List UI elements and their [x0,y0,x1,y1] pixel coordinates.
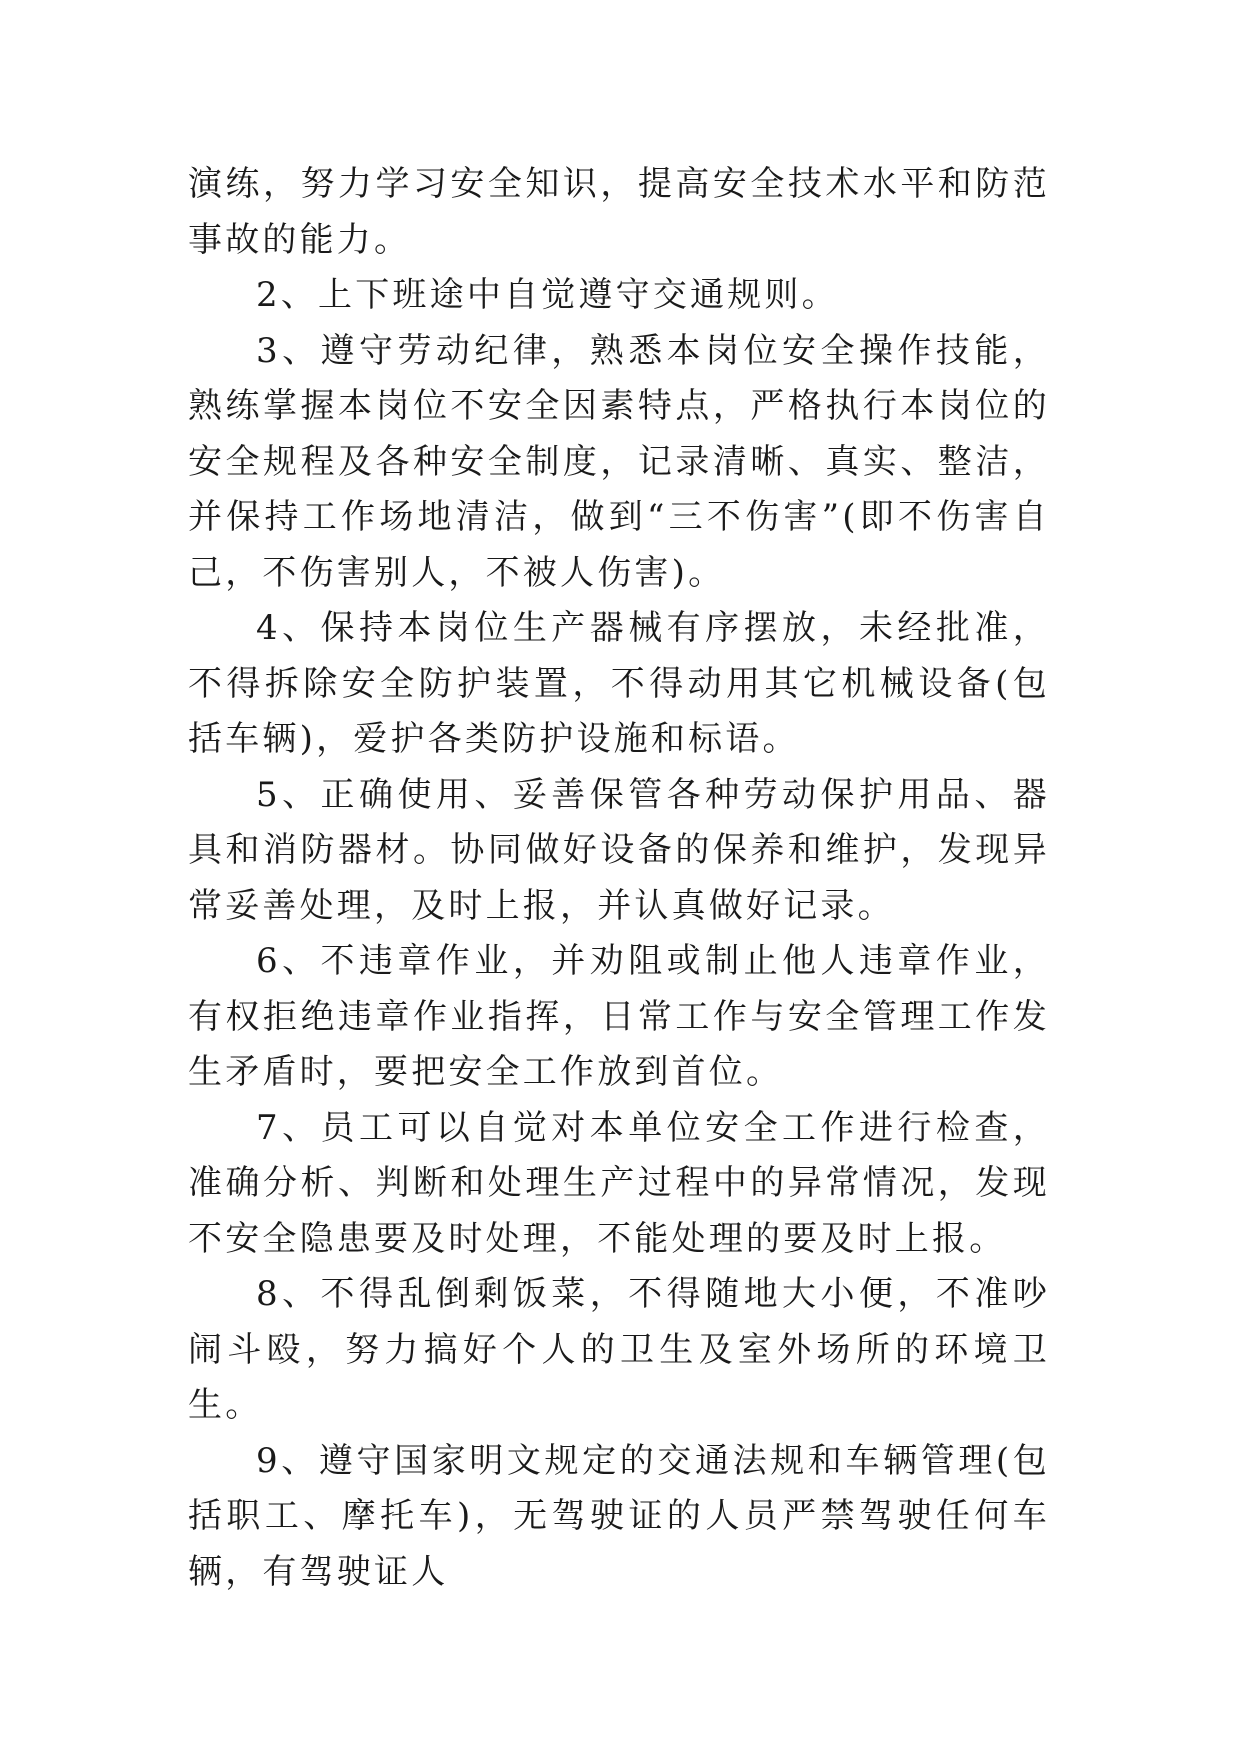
paragraph-item-5: 5、正确使用、妥善保管各种劳动保护用品、器具和消防器材。协同做好设备的保养和维护，发现异常妥善处理，及时上报，并认真做好记录。 [188,774,1050,926]
paragraph-item-4: 4、保持本岗位生产器械有序摆放，未经批准，不得拆除安全防护装置，不得动用其它机械设备(包括车辆)，爱护各类防护设施和标语。 [188,608,1050,759]
paragraph-item-3: 3、遵守劳动纪律，熟悉本岗位安全操作技能，熟练掌握本岗位不安全因素特点，严格执行本岗位的安全规程及各种安全制度，记录清晰、真实、整洁，并保持工作场地清洁，做到“三不伤害”(即不伤害自己，不伤害别人，不被人伤害)。 [188,330,1050,593]
document-body [188,157,1050,1600]
paragraph-item-6: 6、不违章作业，并劝阻或制止他人违章作业，有权拒绝违章作业指挥，日常工作与安全管理工作发生矛盾时，要把安全工作放到首位。 [188,941,1050,1092]
paragraph-item-7: 7、员工可以自觉对本单位安全工作进行检查，准确分析、判断和处理生产过程中的异常情况，发现不安全隐患要及时处理，不能处理的要及时上报。 [188,1107,1050,1259]
paragraph-item-2: 2、上下班途中自觉遵守交通规则。 [256,275,839,315]
paragraph-item-9: 9、遵守国家明文规定的交通法规和车辆管理(包括职工、摩托车)，无驾驶证的人员严禁驾驶任何车辆，有驾驶证人 [188,1440,1050,1592]
paragraph-continuation: 演练，努力学习安全知识，提高安全技术水平和防范事故的能力。 [188,164,1050,260]
paragraph-item-8: 8、不得乱倒剩饭菜，不得随地大小便，不准吵闹斗殴，努力搞好个人的卫生及室外场所的环境卫生。 [188,1274,1050,1425]
